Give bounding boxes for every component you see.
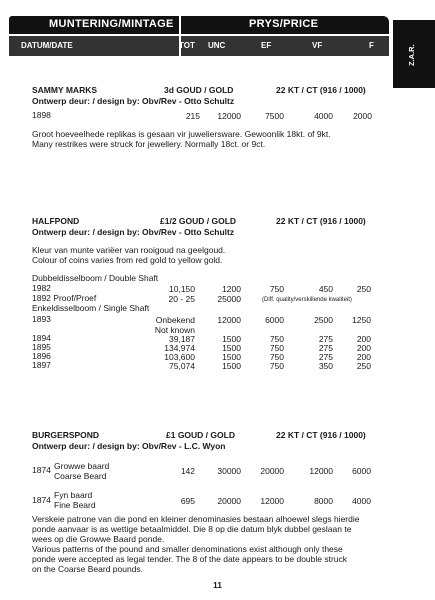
variety-en: Fine Beard — [54, 500, 96, 510]
variety-en: Coarse Beard — [54, 471, 107, 481]
table-row-ef: 20000 — [260, 466, 284, 476]
table-row-date: 1895 — [32, 342, 51, 352]
table-row-ef: 6000 — [265, 315, 284, 325]
table-row-date: 1894 — [32, 333, 51, 343]
patterns-note-af-1: Verskeie patrone van die pond en kleiner denominasies bestaan alhoewel slegs hierdie — [32, 514, 360, 524]
mintage-heading: MUNTERING/MINTAGE — [49, 18, 174, 30]
sammy-date: 1898 — [32, 110, 51, 120]
table-row-tot: 20 - 25 — [168, 294, 195, 304]
variety-af: Growwe baard — [54, 461, 110, 471]
table-row-date: 1892 Proof/Proef — [32, 293, 97, 303]
patterns-note-en-2: ponde were accepted as legal tender. The 8 of the date appears to be double struck — [32, 554, 348, 564]
single-shaft-label: Enkeldisselboom / Single Shaft — [32, 303, 150, 313]
double-shaft-label: Dubbeldisselboom / Double Shaft — [32, 273, 159, 283]
table-header — [9, 16, 389, 56]
sammy-purity: 22 KT / CT (916 / 1000) — [276, 85, 366, 95]
table-row-vf: 350 — [318, 361, 333, 371]
table-row-ef: 12000 — [260, 496, 284, 506]
halfpond-colour-af: Kleur van munte variëer van rooigoud na geelgoud. — [32, 245, 226, 255]
col-date: DATUM/DATE — [21, 41, 73, 50]
table-row-date: 1874 — [32, 465, 51, 475]
table-row-f: 200 — [356, 334, 371, 344]
table-row-vf: 8000 — [314, 496, 333, 506]
sammy-name: SAMMY MARKS — [32, 85, 98, 95]
sammy-note-en: Many restrikes were struck for jewellery. Normally 18ct. or 9ct. — [32, 139, 266, 149]
table-row-ef: 750 — [269, 284, 284, 294]
sammy-ef: 7500 — [265, 111, 284, 121]
sammy-denomination: 3d GOUD / GOLD — [164, 85, 234, 95]
sammy-tot: 215 — [185, 111, 200, 121]
page-number: 11 — [213, 580, 222, 590]
burgerspond-denomination: £1 GOUD / GOLD — [166, 430, 235, 440]
table-row-f: 200 — [356, 352, 371, 362]
table-row-ef: 750 — [269, 343, 284, 353]
table-row-f: 200 — [356, 343, 371, 353]
sammy-unc: 12000 — [217, 111, 241, 121]
table-row-date: 1874 — [32, 495, 51, 505]
col-ef: EF — [261, 41, 272, 50]
table-row-unc: 30000 — [217, 466, 241, 476]
table-row-tot: 10,150 — [169, 284, 195, 294]
col-vf: VF — [312, 41, 323, 50]
table-row-tot-en: Not known — [154, 325, 195, 335]
table-row-unc: 1500 — [222, 352, 241, 362]
table-row-date: 1893 — [32, 314, 51, 324]
price-heading: PRYS/PRICE — [249, 18, 319, 30]
patterns-note-af-2: ponde aanvaar is as wettige betaalmiddel. Die 8 op die datum blyk dubbel geslaan te — [32, 524, 352, 534]
table-row-unc: 20000 — [217, 496, 241, 506]
table-row-f: 250 — [356, 284, 371, 294]
table-row-date: 1982 — [32, 283, 51, 293]
table-row-tot: Onbekend — [155, 315, 195, 325]
table-row-f: 1250 — [352, 315, 371, 325]
table-row-ef: 750 — [269, 334, 284, 344]
table-row-ef: 750 — [269, 352, 284, 362]
sammy-designer: Ontwerp deur: / design by: Obv/Rev - Otto Schultz — [32, 96, 235, 106]
table-row-unc: 12000 — [217, 315, 241, 325]
table-row-unc: 1500 — [222, 334, 241, 344]
col-unc: UNC — [208, 41, 226, 50]
table-row-tot: 39,187 — [169, 334, 195, 344]
table-row-tot: 134,974 — [164, 343, 195, 353]
halfpond-designer: Ontwerp deur: / design by: Obv/Rev - Otto Schultz — [32, 227, 235, 237]
patterns-note-en-1: Various patterns of the pound and smaller denominations exist although only these — [32, 544, 343, 554]
header-divider — [179, 16, 181, 56]
table-row-vf: 275 — [318, 343, 333, 353]
table-row-f: 4000 — [352, 496, 371, 506]
table-row-unc: 1500 — [222, 361, 241, 371]
section-tab-label: Z.A.R. — [407, 44, 416, 66]
table-row-vf: 275 — [318, 352, 333, 362]
burgerspond-designer: Ontwerp deur: / design by: Obv/Rev - L.C. Wyon — [32, 441, 226, 451]
halfpond-name: HALFPOND — [32, 216, 80, 226]
sammy-vf: 4000 — [314, 111, 333, 121]
table-row-f: 6000 — [352, 466, 371, 476]
patterns-note-en-3: on the Coarse Beard pounds. — [32, 564, 144, 574]
table-row-date: 1897 — [32, 360, 51, 370]
section-tab — [393, 20, 435, 88]
table-row-vf: 2500 — [314, 315, 333, 325]
quality-note: (Diff. quality/verskillende kwaliteit) — [262, 297, 352, 303]
table-row-tot: 695 — [180, 496, 195, 506]
burgerspond-name: BURGERSPOND — [32, 430, 100, 440]
halfpond-colour-en: Colour of coins varies from red gold to yellow gold. — [32, 255, 223, 265]
variety-af: Fyn baard — [54, 490, 93, 500]
burgerspond-purity: 22 KT / CT (916 / 1000) — [276, 430, 366, 440]
table-row-tot: 142 — [180, 466, 195, 476]
patterns-note-af-3: wees op die Growwe Baard ponde. — [32, 534, 165, 544]
table-row-tot: 103,600 — [164, 352, 195, 362]
table-row-unc: 1500 — [222, 343, 241, 353]
table-row-date: 1896 — [32, 351, 51, 361]
col-f: F — [369, 41, 374, 50]
table-row-vf: 275 — [318, 334, 333, 344]
table-row-tot: 75,074 — [169, 361, 195, 371]
table-row-unc: 1200 — [222, 284, 241, 294]
halfpond-purity: 22 KT / CT (916 / 1000) — [276, 216, 366, 226]
table-row-ef: 750 — [269, 361, 284, 371]
table-row-vf: 12000 — [309, 466, 333, 476]
sammy-note-af: Groot hoeveelhede replikas is gesaan vir juweliersware. Gewoonlik 18kt. of 9kt. — [32, 129, 331, 139]
table-row-vf: 450 — [318, 284, 333, 294]
sammy-f: 2000 — [353, 111, 372, 121]
table-row-unc: 25000 — [217, 294, 241, 304]
col-tot: TOT — [179, 41, 195, 50]
halfpond-denomination: £1/2 GOUD / GOLD — [160, 216, 237, 226]
table-row-f: 250 — [356, 361, 371, 371]
